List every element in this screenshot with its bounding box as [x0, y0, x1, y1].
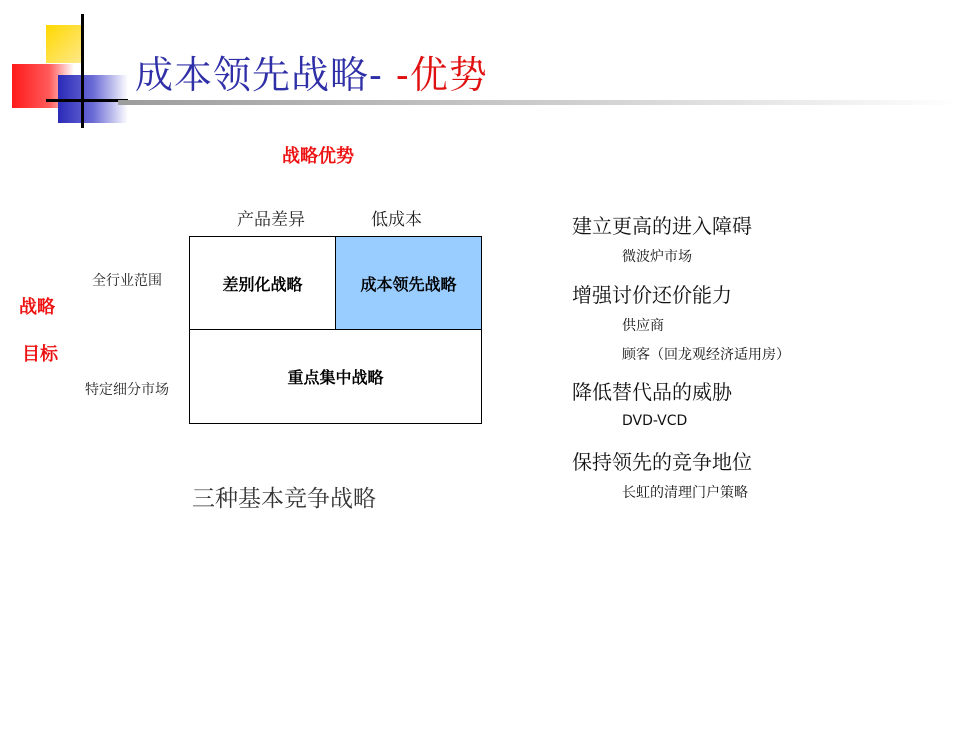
cell-focus: 重点集中战略 — [287, 368, 384, 387]
page-title-main: 成本领先战略- — [135, 53, 396, 97]
advantage-item-1-1: 微波炉市场 — [622, 249, 692, 265]
diagram-caption: 三种基本竞争战略 — [192, 486, 376, 512]
cell-differentiation: 差别化战略 — [190, 237, 336, 330]
decor-yellow-square — [46, 25, 82, 63]
advantage-item-2-2: 顾客（回龙观经济适用房） — [622, 347, 790, 363]
col-header-low-cost: 低成本 — [371, 210, 422, 230]
decor-vertical-line — [81, 14, 84, 128]
decor-horizontal-line — [46, 99, 128, 102]
advantage-heading-2: 增强讨价还价能力 — [572, 283, 732, 307]
advantage-heading-1: 建立更高的进入障碍 — [572, 214, 752, 238]
advantage-heading-4: 保持领先的竞争地位 — [572, 450, 752, 474]
page-title-accent: -优势 — [395, 53, 488, 97]
title-underline — [118, 100, 960, 105]
advantage-heading-3: 降低替代品的威胁 — [572, 380, 732, 404]
row-label-segment: 特定细分市场 — [85, 382, 169, 398]
page-title — [135, 44, 488, 99]
row-label-industry-wide: 全行业范围 — [92, 273, 162, 289]
col-header-differentiation: 产品差异 — [237, 210, 305, 230]
strategy-matrix — [189, 236, 482, 424]
diagram-top-label: 战略优势 — [282, 146, 354, 167]
side-label-strategy: 战略 — [19, 297, 55, 318]
side-label-target: 目标 — [22, 344, 58, 365]
advantage-item-2-1: 供应商 — [622, 318, 664, 334]
cell-cost-leadership: 成本领先战略 — [336, 237, 481, 330]
advantage-item-4-1: 长虹的清理门户策略 — [622, 485, 748, 501]
advantage-item-3-1: DVD-VCD — [622, 413, 688, 429]
